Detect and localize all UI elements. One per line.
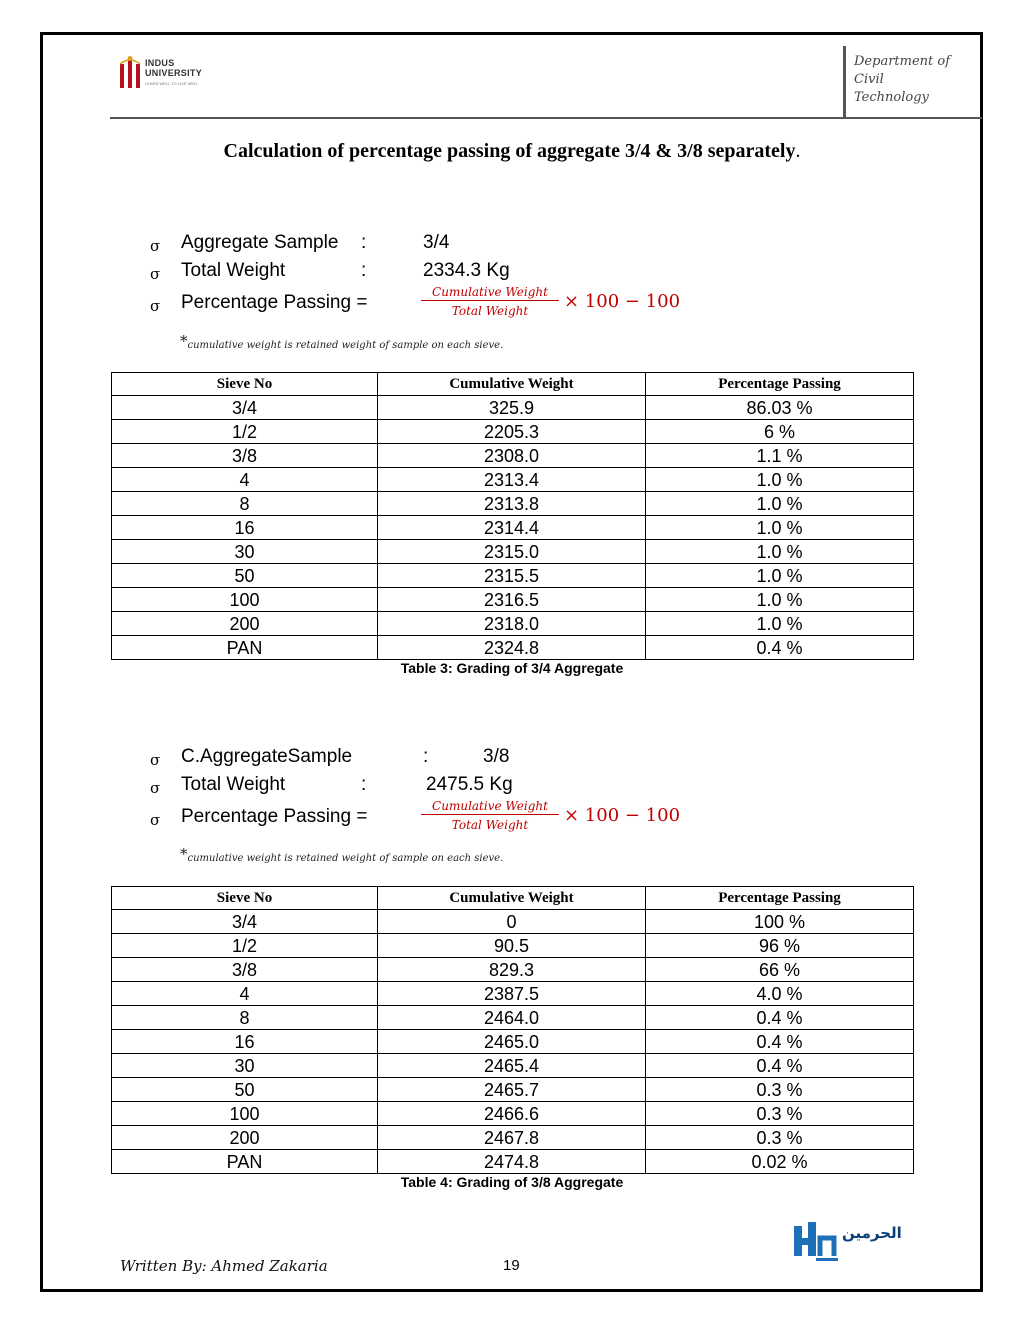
table-row	[112, 492, 914, 516]
sieve-no-cell: 8	[112, 492, 378, 516]
cumulative-weight-cell: 2315.0	[378, 540, 646, 564]
cumulative-weight-cell: 90.5	[378, 934, 646, 958]
header-divider	[843, 46, 846, 118]
grading-table-3-8	[111, 886, 914, 1174]
percentage-passing-cell: 86.03 %	[646, 396, 914, 420]
table-row	[112, 564, 914, 588]
table-row	[112, 540, 914, 564]
sieve-no-cell: 16	[112, 1030, 378, 1054]
table-row	[112, 910, 914, 934]
formula-numerator: Cumulative Weight	[421, 799, 559, 815]
percentage-passing-label: Percentage Passing =	[181, 292, 368, 313]
sample-label: Aggregate Sample	[181, 232, 339, 253]
bullet-icon: σ	[150, 297, 161, 315]
bullet-icon: σ	[150, 779, 161, 797]
percentage-passing-cell: 4.0 %	[646, 982, 914, 1006]
cumulative-weight-cell: 2318.0	[378, 612, 646, 636]
cumulative-weight-cell: 2324.8	[378, 636, 646, 660]
total-weight-value: 2334.3 Kg	[423, 260, 510, 281]
department-label: Department of Civil Technology	[854, 54, 951, 105]
percentage-passing-cell: 0.3 %	[646, 1126, 914, 1150]
header-sieve-no: Sieve No	[112, 887, 378, 910]
page-number: 19	[503, 1257, 520, 1274]
cumulative-weight-cell: 2316.5	[378, 588, 646, 612]
table-row	[112, 636, 914, 660]
percentage-passing-cell: 1.0 %	[646, 516, 914, 540]
sieve-no-cell: 50	[112, 1078, 378, 1102]
sample-value: 3/8	[483, 746, 510, 767]
cumulative-weight-cell: 2465.7	[378, 1078, 646, 1102]
sieve-no-cell: 1/2	[112, 420, 378, 444]
sieve-no-cell: 30	[112, 540, 378, 564]
total-weight-label: Total Weight	[181, 260, 286, 281]
header-cumulative-weight: Cumulative Weight	[378, 887, 646, 910]
table-row	[112, 468, 914, 492]
cumulative-weight-cell: 2474.8	[378, 1150, 646, 1174]
cumulative-weight-cell: 325.9	[378, 396, 646, 420]
indus-university-logo	[118, 54, 218, 94]
company-logo	[790, 1218, 940, 1268]
header-rule	[110, 117, 982, 119]
table-row	[112, 612, 914, 636]
sieve-no-cell: PAN	[112, 636, 378, 660]
cumulative-weight-cell: 2314.4	[378, 516, 646, 540]
sieve-no-cell: 8	[112, 1006, 378, 1030]
table-row	[112, 444, 914, 468]
university-emblem-icon	[118, 56, 142, 90]
cumulative-weight-cell: 829.3	[378, 958, 646, 982]
header-sieve-no: Sieve No	[112, 373, 378, 396]
sieve-no-cell: 4	[112, 468, 378, 492]
percentage-passing-cell: 1.1 %	[646, 444, 914, 468]
table-row	[112, 396, 914, 420]
sieve-no-cell: 16	[112, 516, 378, 540]
cumulative-weight-cell: 2465.4	[378, 1054, 646, 1078]
percentage-passing-cell: 0.02 %	[646, 1150, 914, 1174]
sample-label: C.AggregateSample	[181, 746, 353, 767]
header-percentage-passing: Percentage Passing	[646, 373, 914, 396]
table-row	[112, 1102, 914, 1126]
table-row	[112, 982, 914, 1006]
sieve-no-cell: 3/8	[112, 958, 378, 982]
sieve-no-cell: 100	[112, 1102, 378, 1126]
formula-denominator: Total Weight	[451, 818, 529, 832]
university-tagline: LEARN WELL TO LIVE WELL	[145, 81, 199, 86]
formula-operation: × 100 − 100	[564, 291, 681, 312]
table-row	[112, 1006, 914, 1030]
bullet-icon: σ	[150, 237, 161, 255]
percentage-passing-cell: 0.4 %	[646, 636, 914, 660]
table-row	[112, 1030, 914, 1054]
sieve-no-cell: 100	[112, 588, 378, 612]
table-4-caption: Table 4: Grading of 3/8 Aggregate	[400, 1174, 624, 1190]
sieve-no-cell: 200	[112, 612, 378, 636]
sieve-no-cell: 1/2	[112, 934, 378, 958]
table-row	[112, 420, 914, 444]
cumulative-weight-cell: 2315.5	[378, 564, 646, 588]
cumulative-weight-cell: 2313.8	[378, 492, 646, 516]
brand-name: الحرمين	[842, 1224, 902, 1242]
percentage-passing-cell: 100 %	[646, 910, 914, 934]
percentage-passing-cell: 96 %	[646, 934, 914, 958]
sieve-no-cell: 3/8	[112, 444, 378, 468]
header-percentage-passing: Percentage Passing	[646, 887, 914, 910]
page-title: Calculation of percentage passing of aggregate 3/4 & 3/8 separately.	[223, 140, 801, 162]
bullet-icon: σ	[150, 751, 161, 769]
cumulative-weight-cell: 2313.4	[378, 468, 646, 492]
percentage-passing-label: Percentage Passing =	[181, 806, 368, 827]
cumulative-weight-cell: 2466.6	[378, 1102, 646, 1126]
cumulative-weight-cell: 2205.3	[378, 420, 646, 444]
university-name: INDUS UNIVERSITY	[145, 58, 203, 78]
percentage-passing-cell: 0.3 %	[646, 1078, 914, 1102]
sieve-no-cell: 200	[112, 1126, 378, 1150]
percentage-passing-cell: 0.4 %	[646, 1006, 914, 1030]
footnote: *cumulative weight is retained weight of sample on each sieve.	[180, 332, 504, 351]
formula-numerator: Cumulative Weight	[421, 285, 559, 301]
table-row	[112, 958, 914, 982]
table-row	[112, 516, 914, 540]
grading-table-3-4	[111, 372, 914, 660]
table-row	[112, 1054, 914, 1078]
table-header-row	[112, 373, 914, 396]
table-header-row	[112, 887, 914, 910]
formula-operation: × 100 − 100	[564, 805, 681, 826]
bullet-icon: σ	[150, 811, 161, 829]
table-row	[112, 1150, 914, 1174]
table-row	[112, 1078, 914, 1102]
author-credit: Written By: Ahmed Zakaria	[120, 1257, 328, 1275]
bullet-icon: σ	[150, 265, 161, 283]
cumulative-weight-cell: 2387.5	[378, 982, 646, 1006]
formula-fraction	[421, 799, 559, 832]
cumulative-weight-cell: 2465.0	[378, 1030, 646, 1054]
cumulative-weight-cell: 0	[378, 910, 646, 934]
percentage-passing-cell: 1.0 %	[646, 540, 914, 564]
sieve-no-cell: 4	[112, 982, 378, 1006]
cumulative-weight-cell: 2467.8	[378, 1126, 646, 1150]
formula-denominator: Total Weight	[451, 304, 529, 318]
total-weight-label: Total Weight	[181, 774, 286, 795]
percentage-passing-cell: 0.4 %	[646, 1054, 914, 1078]
header-cumulative-weight: Cumulative Weight	[378, 373, 646, 396]
percentage-passing-cell: 1.0 %	[646, 588, 914, 612]
total-weight-separator: :	[361, 260, 367, 281]
table-row	[112, 1126, 914, 1150]
percentage-passing-cell: 0.4 %	[646, 1030, 914, 1054]
cumulative-weight-cell: 2464.0	[378, 1006, 646, 1030]
percentage-passing-cell: 0.3 %	[646, 1102, 914, 1126]
sieve-no-cell: PAN	[112, 1150, 378, 1174]
total-weight-value: 2475.5 Kg	[426, 774, 513, 795]
sieve-no-cell: 3/4	[112, 910, 378, 934]
sieve-no-cell: 50	[112, 564, 378, 588]
percentage-passing-cell: 6 %	[646, 420, 914, 444]
percentage-passing-cell: 1.0 %	[646, 492, 914, 516]
cumulative-weight-cell: 2308.0	[378, 444, 646, 468]
percentage-passing-cell: 1.0 %	[646, 612, 914, 636]
sample-value: 3/4	[423, 232, 450, 253]
total-weight-separator: :	[361, 774, 367, 795]
sieve-no-cell: 3/4	[112, 396, 378, 420]
sample-separator: :	[361, 232, 367, 253]
table-row	[112, 934, 914, 958]
footnote: *cumulative weight is retained weight of sample on each sieve.	[180, 845, 504, 864]
percentage-passing-cell: 1.0 %	[646, 468, 914, 492]
percentage-passing-cell: 1.0 %	[646, 564, 914, 588]
percentage-passing-cell: 66 %	[646, 958, 914, 982]
formula-fraction	[421, 285, 559, 318]
table-3-caption: Table 3: Grading of 3/4 Aggregate	[400, 660, 624, 676]
sieve-no-cell: 30	[112, 1054, 378, 1078]
sample-separator: :	[423, 746, 429, 767]
table-row	[112, 588, 914, 612]
